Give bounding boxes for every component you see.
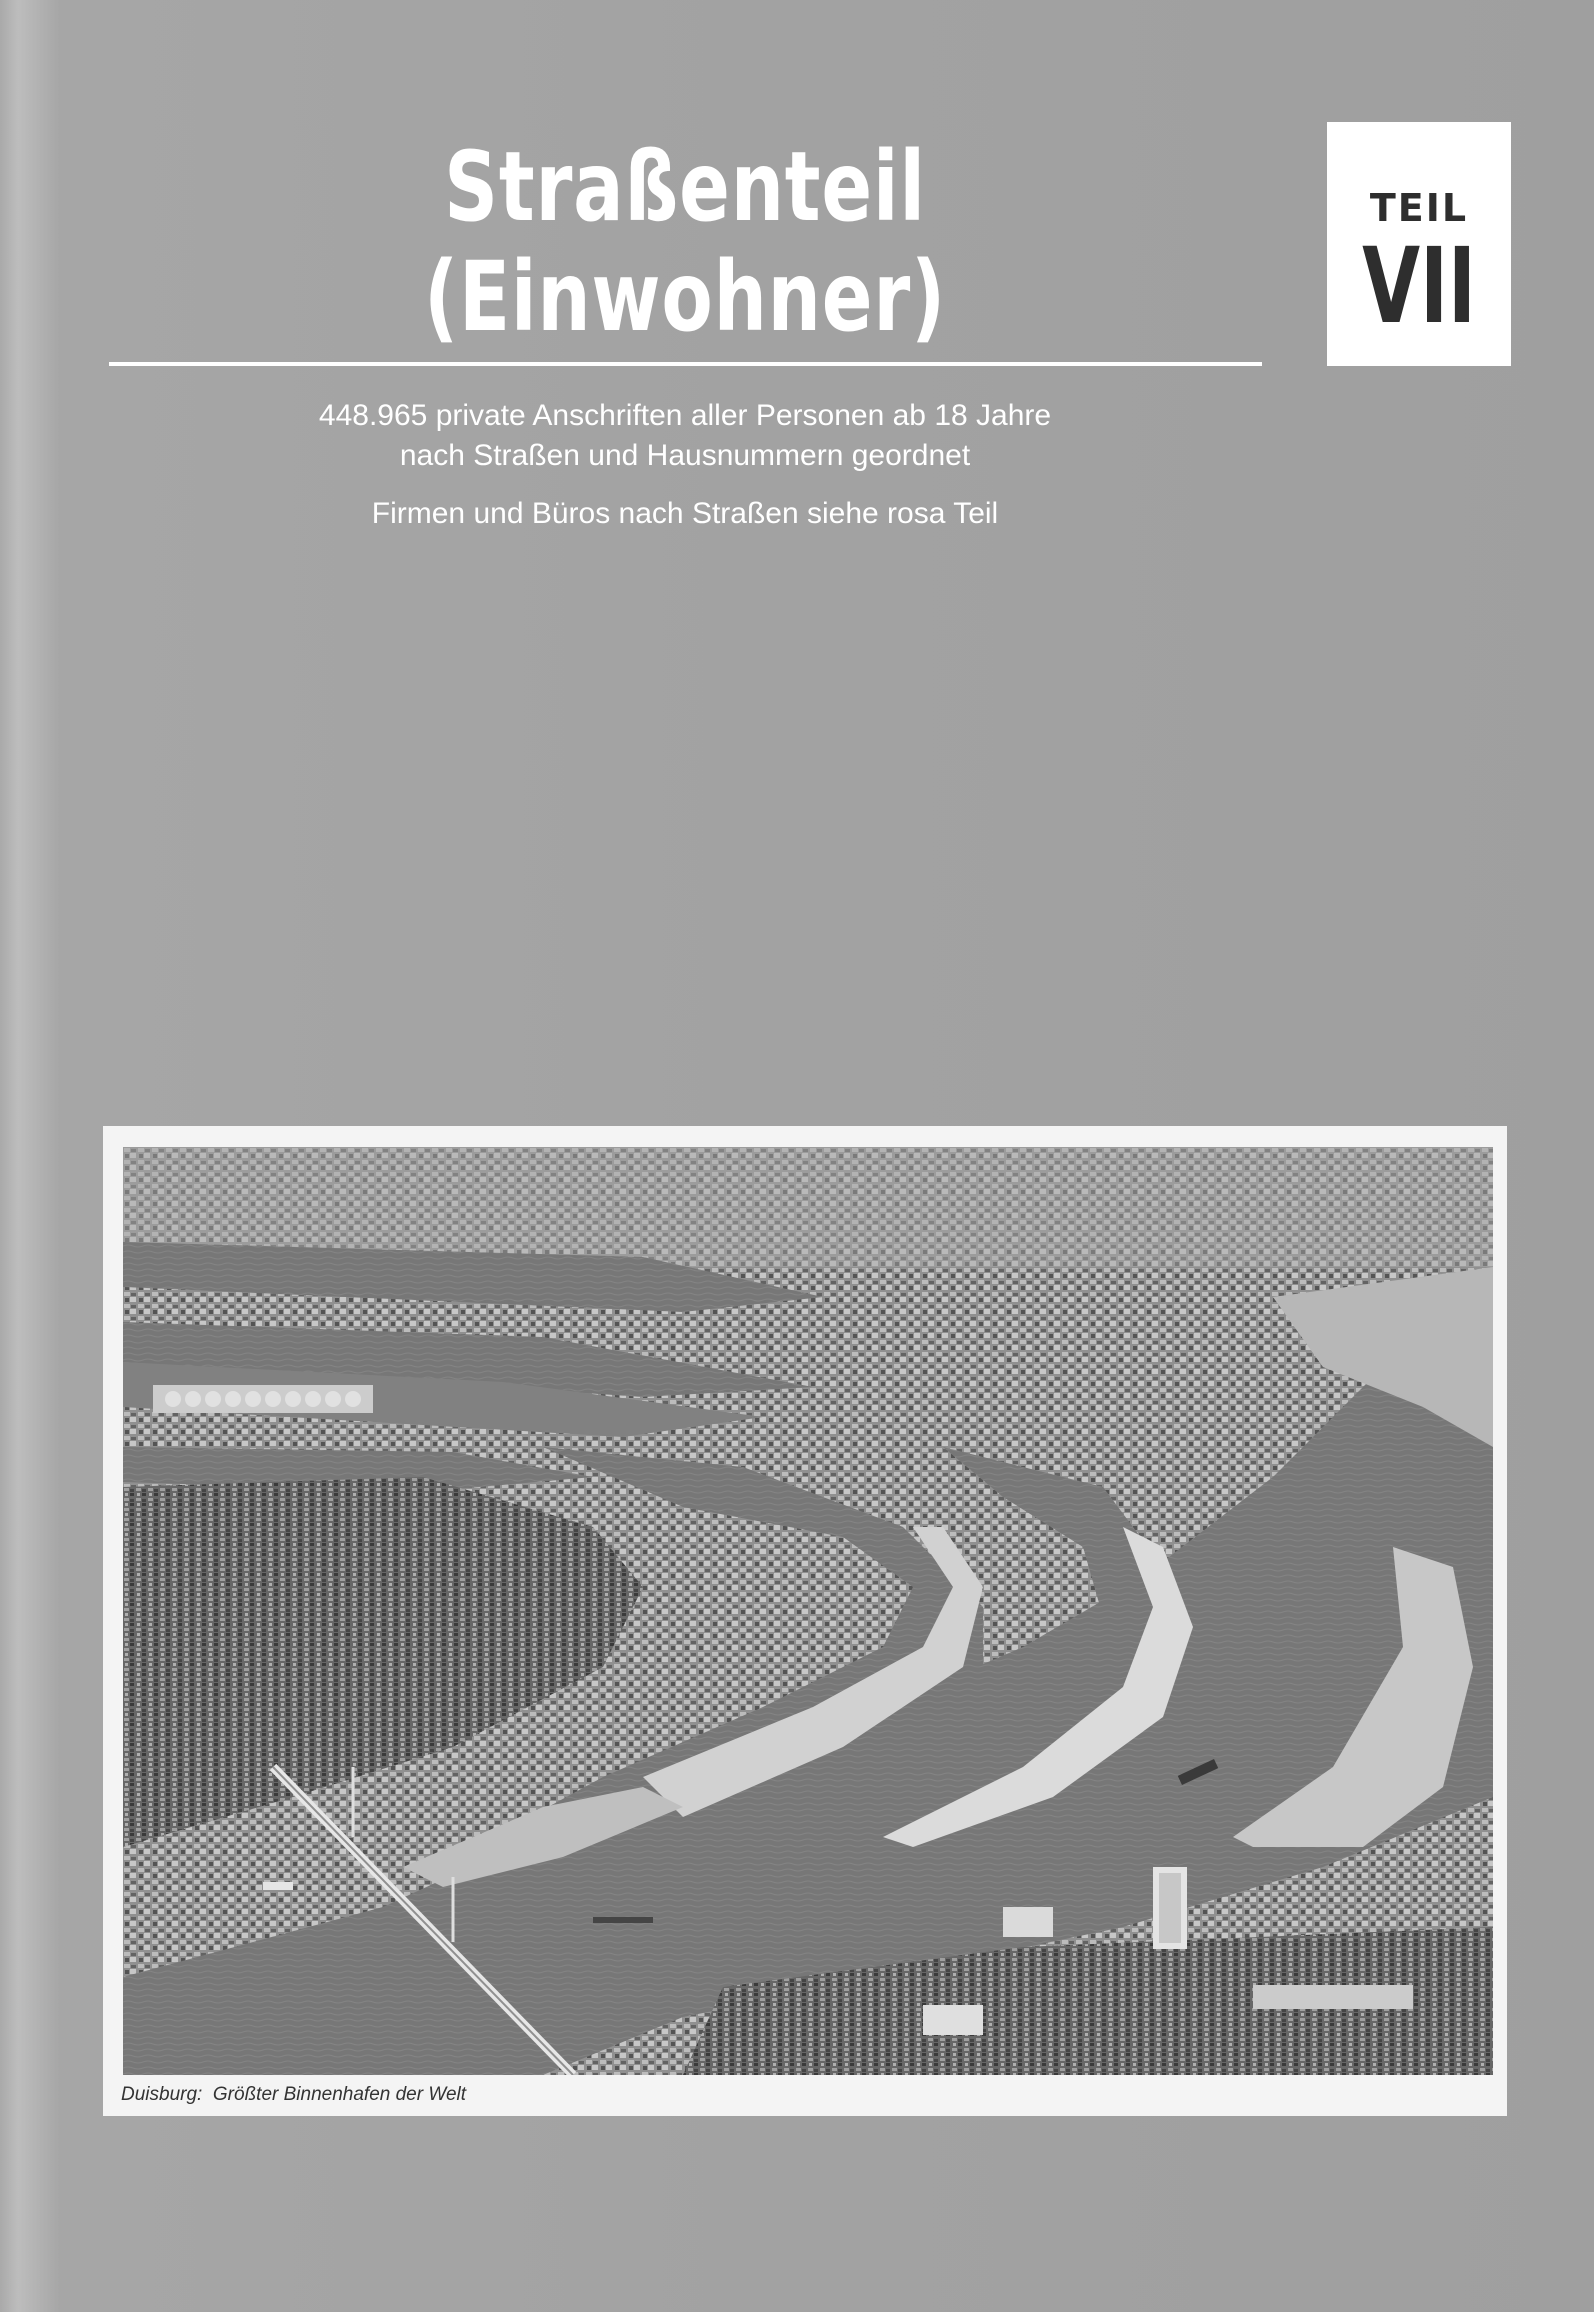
title-line-1: Straßenteil — [444, 131, 926, 243]
aerial-harbor-illustration — [123, 1147, 1493, 2075]
description-note: Firmen und Büros nach Straßen siehe rosa Teil — [371, 497, 999, 530]
aerial-harbor-photo — [123, 1147, 1493, 2075]
title-divider — [109, 362, 1262, 366]
caption-place: Duisburg: — [121, 2084, 203, 2105]
photo-caption — [121, 2084, 466, 2106]
description-line-2: nach Straßen und Hausnummern geordnet — [399, 439, 971, 472]
section-badge-number: VII — [1362, 225, 1476, 347]
section-badge-label: TEIL — [1369, 186, 1469, 230]
description-line-1: 448.965 private Anschriften aller Personen ab 18 Jahre — [318, 399, 1052, 432]
section-badge — [1327, 122, 1511, 366]
caption-text: Größter Binnenhafen der Welt — [212, 2084, 467, 2105]
title-line-2: (Einwohner) — [423, 241, 947, 353]
section-title — [237, 132, 1134, 352]
aerial-photo-frame — [103, 1126, 1507, 2116]
section-description — [110, 396, 1260, 534]
